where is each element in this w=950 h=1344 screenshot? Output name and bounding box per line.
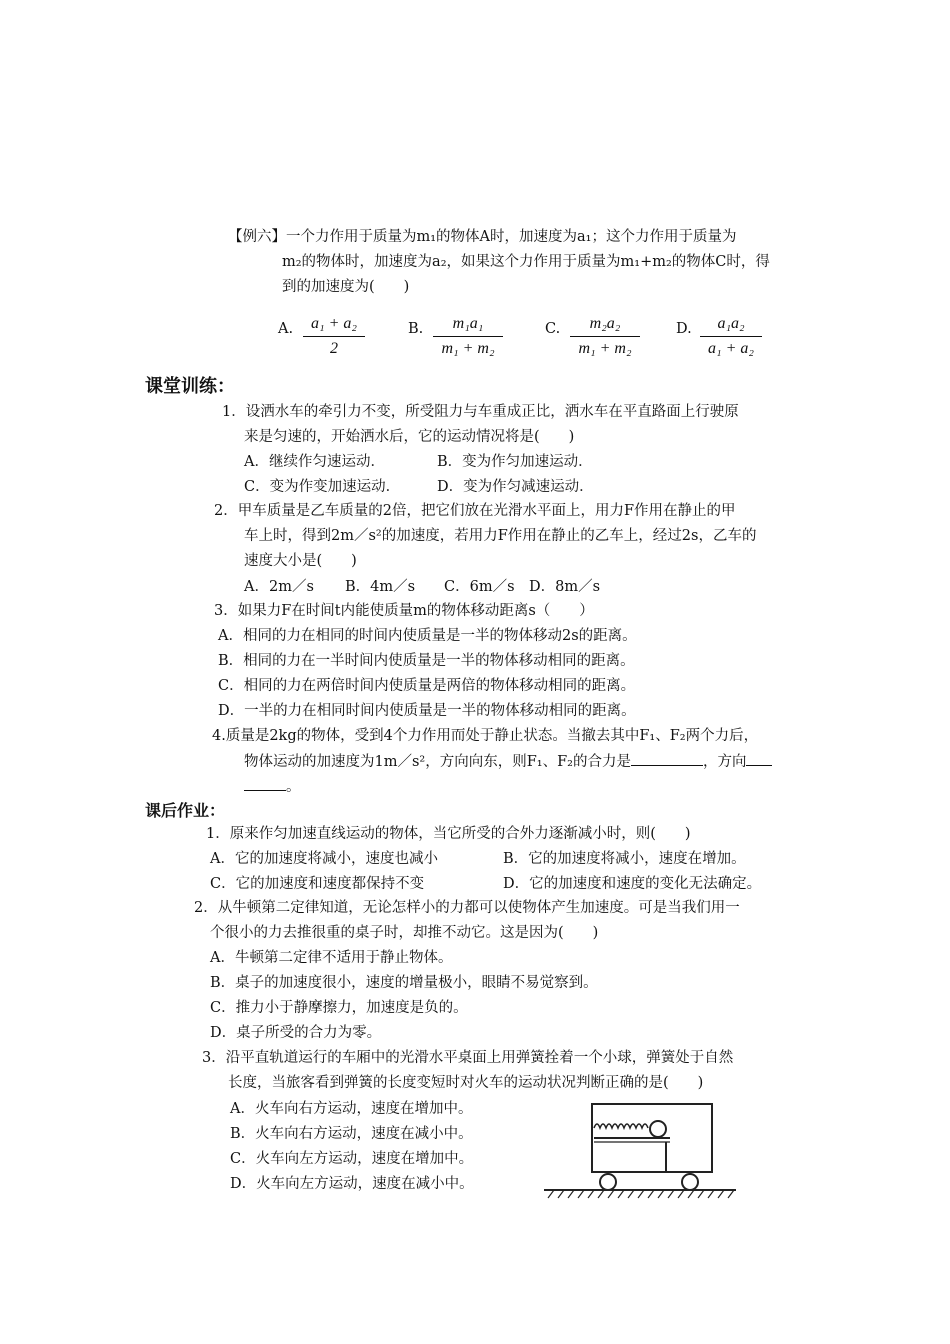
homework-q1-option-b: B．它的加速度将减小，速度在增加。 [503,851,746,867]
classwork-q3-option-c: C．相同的力在两倍时间内使质量是两倍的物体移动相同的距离。 [218,678,636,694]
classwork-q2-line-2: 车上时，得到2m／s²的加速度，若用力F作用在静止的乙车上，经过2s，乙车的 [244,528,757,544]
example6-option-c-numerator: m₂a₂ [570,314,640,337]
homework-q2-option-d: D．桌子所受的合力为零。 [210,1025,382,1041]
homework-q3-line-1: 3．沿平直轨道运行的车厢中的光滑水平桌面上用弹簧拴着一个小球，弹簧处于自然 [202,1050,734,1066]
example6-option-a-denominator: 2 [330,340,338,357]
example6-line-1: 【例六】一个力作用于质量为m₁的物体A时，加速度为a₁；这个力作用于质量为 [228,229,737,245]
classwork-q2-option-b: B．4m／s [345,579,416,595]
answer-blank-force [631,751,703,766]
track-hatching [548,1190,734,1198]
answer-blank-direction [746,751,772,766]
example6-option-a-numerator: a₁ + a₂ [303,314,365,337]
classwork-q4-line-2-text: 物体运动的加速度为1m／s²，方向向东，则F₁、F₂的合力是 [244,754,631,770]
homework-heading: 课后作业： [145,801,226,820]
wheel-right [682,1174,698,1190]
homework-q1-option-d: D．它的加速度和速度的变化无法确定。 [503,876,762,892]
homework-q1-option-a: A．它的加速度将减小，速度也减小 [210,851,438,867]
homework-q1-option-c: C．它的加速度和速度都保持不变 [210,876,425,892]
classwork-q3-option-d: D．一半的力在相同时间内使质量是一半的物体移动相同的距离。 [218,703,636,719]
classwork-q3-line-1: 3．如果力F在时间t内能使质量m的物体移动距离s（ ） [214,603,594,619]
example6-option-b-numerator: m₁a₁ [433,314,503,337]
homework-q3-line-2: 长度，当旅客看到弹簧的长度变短时对火车的运动状况判断正确的是( ) [228,1075,704,1091]
classwork-q1-line-1: 1．设洒水车的牵引力不变，所受阻力与车重成正比，洒水车在平直路面上行驶原 [222,404,739,420]
answer-blank-direction-cont [244,776,286,791]
classwork-q1-option-a: A．继续作匀速运动． [244,454,385,470]
example6-option-b-label: B. [408,321,424,337]
classwork-q1-option-c: C．变为作变加速运动． [244,479,401,495]
homework-q3-option-c: C．火车向左方运动，速度在增加中。 [230,1151,474,1167]
ball [650,1121,666,1137]
homework-q3-option-a: A．火车向右方运动，速度在增加中。 [230,1101,473,1117]
homework-q2-line-1: 2．从牛顿第二定律知道，无论怎样小的力都可以使物体产生加速度。可是当我们用一 [194,900,740,916]
example6-option-d-numerator: a₁a₂ [700,314,762,337]
example6-option-a-label: A. [278,321,294,337]
classwork-q1-line-2: 来是匀速的，开始洒水后，它的运动情况将是( ) [244,429,575,445]
homework-q1-line-1: 1．原来作匀加速直线运动的物体，当它所受的合外力逐渐减小时，则( ) [206,826,691,842]
classwork-q4-line-2 [244,751,772,772]
classwork-q2-option-a: A．2m／s [244,579,314,595]
classwork-q1-option-d: D．变为作匀减速运动． [437,479,594,495]
classwork-q4-line-3-text: 。 [286,779,301,795]
homework-q3-option-d: D．火车向左方运动，速度在减小中。 [230,1176,474,1192]
example6-option-b-fraction [433,314,503,359]
example6-option-c-denominator: m₁ + m₂ [578,340,632,357]
train-carriage-figure [540,1098,740,1200]
wheel-left [600,1174,616,1190]
classwork-q4-line-1: 4.质量是2kg的物体，受到4个力作用而处于静止状态。当撤去其中F₁、F₂两个力后， [212,728,759,744]
classwork-q2-option-c: C．6m／s [444,579,515,595]
classwork-q4-direction-text: ，方向 [702,754,747,770]
classwork-q2-line-3: 速度大小是( ) [244,553,357,569]
classwork-q1-option-b: B．变为作匀加速运动． [437,454,593,470]
classwork-q3-option-a: A．相同的力在相同的时间内使质量是一半的物体移动2s的距离。 [218,628,637,644]
homework-q2-option-b: B．桌子的加速度很小，速度的增量极小，眼睛不易觉察到。 [210,975,598,991]
example6-option-d-fraction [700,314,762,359]
classwork-heading: 课堂训练： [145,376,235,397]
example6-option-d-denominator: a₁ + a₂ [708,340,754,357]
homework-q2-option-c: C．推力小于静摩擦力，加速度是负的。 [210,1000,468,1016]
example6-line-2: m₂的物体时，加速度为a₂，如果这个力作用于质量为m₁+m₂的物体C时，得 [282,254,770,270]
homework-q3-option-b: B．火车向右方运动，速度在减小中。 [230,1126,473,1142]
homework-q2-line-2: 个很小的力去推很重的桌子时，却推不动它。这是因为( ) [210,925,599,941]
example6-option-c-fraction [570,314,640,359]
spring [594,1124,648,1128]
classwork-q2-line-1: 2．甲车质量是乙车质量的2倍，把它们放在光滑水平面上，用力F作用在静止的甲 [214,503,736,519]
example6-option-b-denominator: m₁ + m₂ [441,340,495,357]
example6-option-a-fraction [303,314,365,359]
example6-line-3: 到的加速度为( ) [282,279,410,295]
classwork-q4-line-3 [244,776,301,797]
classwork-q2-option-d: D．8m／s [529,579,601,595]
example6-option-d-label: D. [676,321,692,337]
example6-option-c-label: C. [545,321,561,337]
homework-q2-option-a: A．牛顿第二定律不适用于静止物体。 [210,950,453,966]
classwork-q3-option-b: B．相同的力在一半时间内使质量是一半的物体移动相同的距离。 [218,653,635,669]
train-carriage-illustration [540,1098,740,1200]
